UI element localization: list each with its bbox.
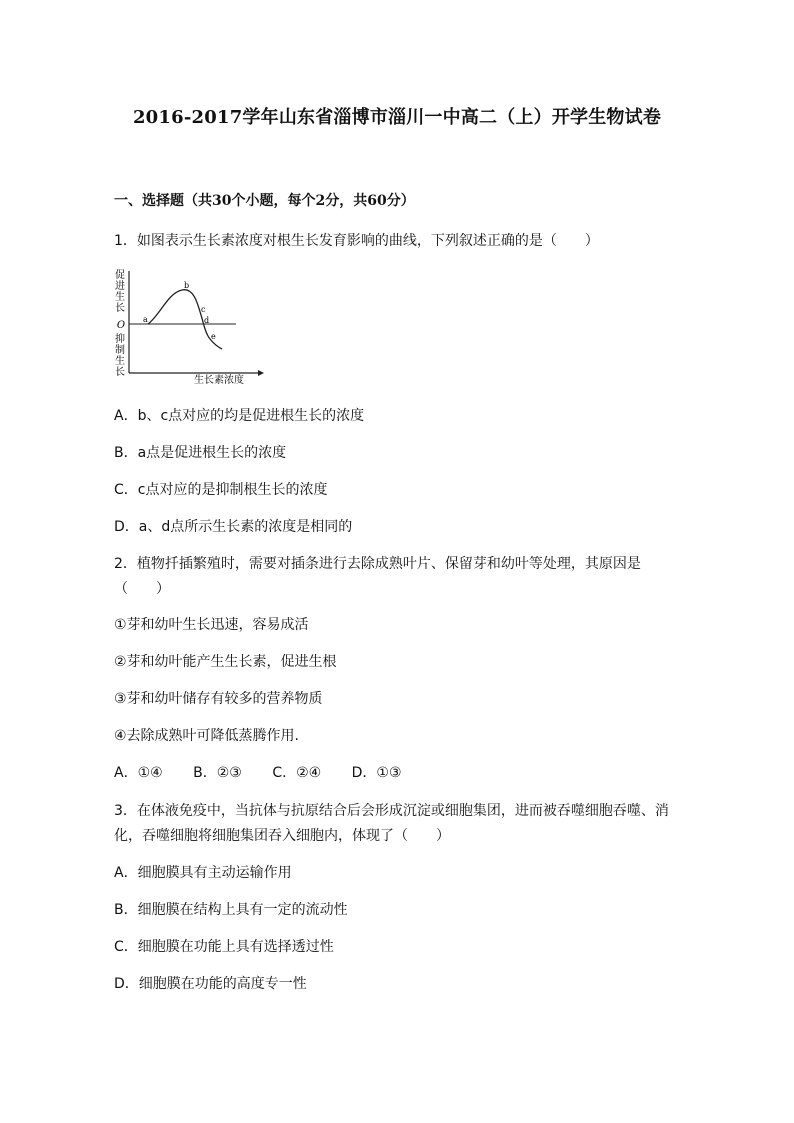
y-label-promote-4: 长 [115, 303, 125, 314]
question-2-stem-line-2: （ ） [114, 581, 170, 597]
question-2-option-b: B．②③ [193, 765, 242, 781]
question-3-stem-line-1: 3．在体液免疫中，当抗体与抗原结合后会形成沉淀或细胞集团，进而被吞噬细胞吞噬、消 [114, 803, 669, 819]
question-2-statement-2: ②芽和幼叶能产生生长素，促进生根 [114, 654, 337, 670]
y-label-promote-2: 进 [115, 281, 125, 292]
question-1-option-c: C．c点对应的是抑制根生长的浓度 [114, 482, 328, 498]
origin-label: O [116, 320, 126, 331]
y-label-inhibit-1: 抑 [115, 334, 125, 345]
question-3-stem-line-2: 化，吞噬细胞将细胞集团吞入细胞内，体现了（ ） [114, 828, 450, 844]
question-3-option-d: D．细胞膜在功能的高度专一性 [114, 976, 307, 992]
page-title: 2016-2017学年山东省淄博市淄川一中高二（上）开学生物试卷 [132, 107, 662, 128]
question-3-option-c: C．细胞膜在功能上具有选择透过性 [114, 939, 334, 955]
question-3-option-a: A．细胞膜具有主动运输作用 [114, 865, 292, 881]
x-axis-label: 生长素浓度 [194, 375, 244, 385]
point-b-label: b [184, 281, 190, 290]
point-a-label: a [143, 315, 148, 324]
question-2-statement-4: ④去除成熟叶可降低蒸腾作用. [114, 728, 300, 744]
auxin-curve-figure [112, 265, 264, 385]
y-label-inhibit-2: 制 [115, 345, 125, 356]
y-label-promote-3: 生 [115, 292, 125, 303]
question-1-option-d: D．a、d点所示生长素的浓度是相同的 [114, 519, 353, 535]
question-1-option-a: A．b、c点对应的均是促进根生长的浓度 [114, 408, 365, 424]
question-2-option-a: A．①④ [114, 765, 163, 781]
y-label-inhibit-4: 长 [115, 367, 125, 378]
point-d-label: d [204, 316, 210, 325]
auxin-curve-svg [112, 265, 264, 385]
point-e-label: e [211, 332, 216, 341]
question-1-option-b: B．a点是促进根生长的浓度 [114, 445, 287, 461]
y-label-promote-1: 促 [115, 270, 125, 281]
question-2-statement-1: ①芽和幼叶生长迅速，容易成活 [114, 617, 309, 633]
question-2-option-c: C．②④ [272, 765, 322, 781]
section-heading: 一、选择题（共30个小题，每个2分，共60分） [114, 193, 415, 209]
question-1-stem: 1．如图表示生长素浓度对根生长发育影响的曲线，下列叙述正确的是（ ） [114, 233, 599, 249]
question-2-stem-line-1: 2．植物扦插繁殖时，需要对插条进行去除成熟叶片、保留芽和幼叶等处理，其原因是 [114, 556, 641, 572]
y-label-inhibit-3: 生 [115, 356, 125, 367]
question-3-option-b: B．细胞膜在结构上具有一定的流动性 [114, 902, 348, 918]
x-axis-arrow [258, 370, 264, 376]
question-2-options [114, 762, 428, 782]
point-c-label: c [201, 305, 206, 314]
question-2-option-d: D．①③ [351, 765, 402, 781]
question-2-statement-3: ③芽和幼叶储存有较多的营养物质 [114, 691, 323, 707]
